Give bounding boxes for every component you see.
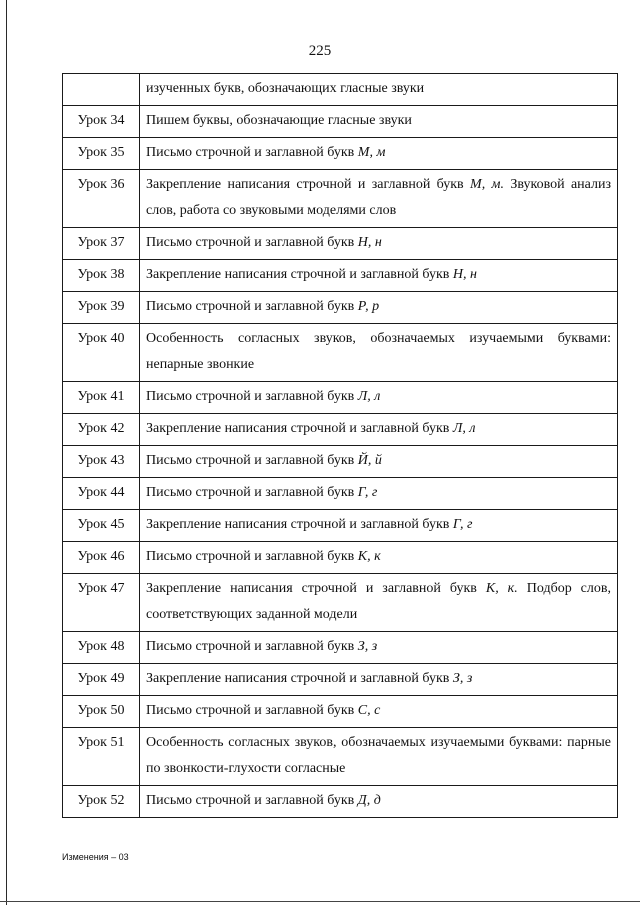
revision-note: Изменения – 03: [62, 852, 129, 862]
lesson-number-cell: Урок 42: [63, 414, 140, 446]
table-row: [63, 542, 618, 574]
table-row: [63, 170, 618, 228]
lesson-number-cell: Урок 50: [63, 696, 140, 728]
lesson-topic-cell: [140, 106, 618, 138]
lesson-letters: Г, г: [452, 517, 473, 532]
lesson-number-cell: Урок 39: [63, 292, 140, 324]
lesson-number-cell: [63, 74, 140, 106]
lesson-topic-text: Письмо строчной и заглавной букв: [146, 549, 355, 564]
lesson-letters: Г, г: [357, 485, 378, 500]
lesson-topic-cell: [140, 260, 618, 292]
lesson-number-cell: Урок 41: [63, 382, 140, 414]
lesson-topic-cell: [140, 664, 618, 696]
lesson-topic-text: Письмо строчной и заглавной букв: [146, 145, 355, 160]
lesson-topic-cell: [140, 414, 618, 446]
lesson-number-cell: Урок 40: [63, 324, 140, 382]
lesson-number-cell: Урок 38: [63, 260, 140, 292]
lesson-topic-text: Пишем буквы, обозначающие гласные звуки: [146, 113, 412, 128]
table-row: [63, 478, 618, 510]
table-row: [63, 728, 618, 786]
lesson-number-cell: Урок 48: [63, 632, 140, 664]
lesson-letters: Н, н: [357, 235, 382, 250]
lesson-topic-cell: [140, 510, 618, 542]
table-row: [63, 510, 618, 542]
table-row: [63, 632, 618, 664]
table-row: [63, 664, 618, 696]
lesson-topic-text: Письмо строчной и заглавной букв: [146, 453, 355, 468]
lesson-topic-cell: [140, 228, 618, 260]
lesson-letters: Н, н: [452, 267, 477, 282]
lesson-letters: Л, л: [452, 421, 476, 436]
lesson-topic-cell: [140, 786, 618, 818]
page-number: 225: [308, 43, 332, 59]
lesson-topic-cell: [140, 324, 618, 382]
lesson-number-cell: Урок 44: [63, 478, 140, 510]
lesson-letters: М, м.: [470, 177, 504, 192]
lesson-topic-text: Особенность согласных звуков, обозначаемых изучаемыми буквами: парные по звонкости-глухости согласные: [146, 735, 611, 776]
lesson-topic-text: Письмо строчной и заглавной букв: [146, 793, 355, 808]
lesson-number-cell: Урок 51: [63, 728, 140, 786]
lesson-topic-cell: [140, 728, 618, 786]
lesson-topic-cell: [140, 74, 618, 106]
table-row: [63, 138, 618, 170]
lesson-topic-text: Закрепление написания строчной и заглавной букв: [146, 671, 450, 686]
lesson-topic-cell: [140, 574, 618, 632]
lesson-topic-text: Закрепление написания строчной и заглавной букв: [146, 267, 450, 282]
lesson-letters: С, с: [357, 703, 381, 718]
lesson-number-cell: Урок 47: [63, 574, 140, 632]
lesson-letters: Й, й: [357, 453, 382, 468]
lesson-number-cell: Урок 37: [63, 228, 140, 260]
lesson-number-cell: Урок 43: [63, 446, 140, 478]
lesson-topic-cell: [140, 446, 618, 478]
table-row: [63, 106, 618, 138]
table-row: [63, 292, 618, 324]
table-row: [63, 696, 618, 728]
lesson-topic-text: Закрепление написания строчной и заглавной букв: [146, 581, 477, 596]
lesson-topic-cell: [140, 696, 618, 728]
table-row: [63, 786, 618, 818]
lesson-table-body: [63, 74, 618, 818]
lesson-number-cell: Урок 45: [63, 510, 140, 542]
table-row: [63, 446, 618, 478]
lesson-letters: З, з: [452, 671, 473, 686]
lesson-topic-text: Закрепление написания строчной и заглавной букв: [146, 421, 450, 436]
lesson-topic-cell: [140, 382, 618, 414]
lesson-topic-text: Письмо строчной и заглавной букв: [146, 639, 355, 654]
lesson-topic-cell: [140, 542, 618, 574]
lesson-topic-cell: [140, 170, 618, 228]
lesson-table: [62, 73, 618, 818]
page-bottom-edge: [0, 901, 640, 902]
lesson-topic-text: изученных букв, обозначающих гласные звуки: [146, 81, 425, 96]
table-row: [63, 382, 618, 414]
lesson-topic-cell: [140, 292, 618, 324]
table-row: [63, 260, 618, 292]
lesson-letters: Л, л: [357, 389, 381, 404]
lesson-topic-text: Закрепление написания строчной и заглавной букв: [146, 177, 464, 192]
lesson-number-cell: Урок 52: [63, 786, 140, 818]
lesson-number-cell: Урок 35: [63, 138, 140, 170]
lesson-number-cell: Урок 49: [63, 664, 140, 696]
lesson-topic-text: Письмо строчной и заглавной букв: [146, 299, 355, 314]
lesson-number-cell: Урок 46: [63, 542, 140, 574]
table-row: [63, 74, 618, 106]
table-row: [63, 414, 618, 446]
table-row: [63, 324, 618, 382]
table-row: [63, 228, 618, 260]
page-edge: [6, 0, 7, 905]
lesson-letters: М, м: [357, 145, 386, 160]
lesson-topic-cell: [140, 138, 618, 170]
lesson-topic-text: Письмо строчной и заглавной букв: [146, 703, 355, 718]
lesson-topic-cell: [140, 632, 618, 664]
table-row: [63, 574, 618, 632]
lesson-letters: З, з: [357, 639, 378, 654]
lesson-topic-cell: [140, 478, 618, 510]
lesson-topic-text: Письмо строчной и заглавной букв: [146, 235, 355, 250]
lesson-letters: К, к: [357, 549, 381, 564]
lesson-number-cell: Урок 34: [63, 106, 140, 138]
lesson-topic-text: Особенность согласных звуков, обозначаемых изучаемыми буквами: непарные звонкие: [146, 331, 611, 372]
lesson-number-cell: Урок 36: [63, 170, 140, 228]
lesson-topic-continuation: Звуковой анализ слов, работа со звуковыми моделями слов: [146, 177, 611, 218]
lesson-letters: Д, д: [357, 793, 381, 808]
lesson-topic-text: Закрепление написания строчной и заглавной букв: [146, 517, 450, 532]
lesson-topic-continuation: Подбор слов, соответствующих заданной модели: [146, 581, 611, 622]
lesson-topic-text: Письмо строчной и заглавной букв: [146, 485, 355, 500]
lesson-letters: К, к.: [485, 581, 518, 596]
lesson-letters: Р, р: [357, 299, 380, 314]
lesson-topic-text: Письмо строчной и заглавной букв: [146, 389, 355, 404]
